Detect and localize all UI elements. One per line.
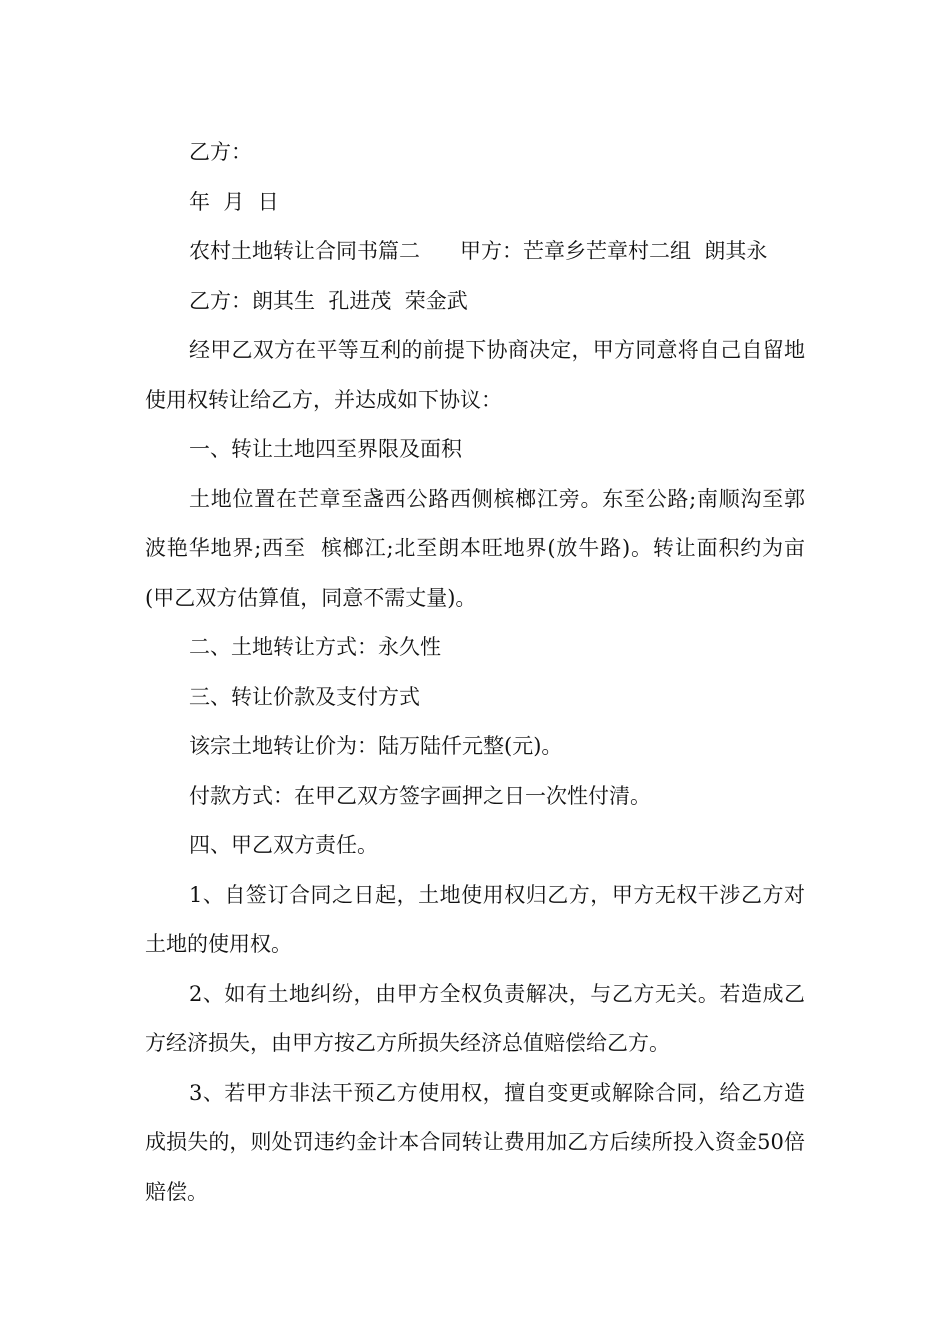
section-2-heading: 二、土地转让方式：永久性 <box>189 635 441 659</box>
contract-title-party-a: 农村土地转让合同书篇二 甲方：芒章乡芒章村二组 朗其永 <box>189 239 768 263</box>
section-3-heading: 三、转让价款及支付方式 <box>189 684 420 709</box>
land-location-paragraph: 土地位置在芒章至盏西公路西侧槟榔江旁。东至公路;南顺沟至郭波艳华地界;西至 槟榔江;北至朗本旺地界(放牛路)。转让面积约为亩(甲乙双方估算值，同意不需丈量)。 <box>145 486 805 610</box>
document-body <box>145 128 805 1217</box>
section-4-heading: 四、甲乙双方责任。 <box>189 833 378 857</box>
payment-method-line: 付款方式：在甲乙双方签字画押之日一次性付清。 <box>189 783 651 808</box>
date-line: 年 月 日 <box>189 189 279 214</box>
clause-2-paragraph: 2、如有土地纠纷，由甲方全权负责解决，与乙方无关。若造成乙方经济损失，由甲方按乙方所损失经济总值赔偿给乙方。 <box>145 981 805 1055</box>
clause-1-paragraph: 1、自签订合同之日起，土地使用权归乙方，甲方无权干涉乙方对土地的使用权。 <box>145 882 805 956</box>
transfer-price-line: 该宗土地转让价为：陆万陆仟元整(元)。 <box>189 734 563 758</box>
preamble-paragraph: 经甲乙双方在平等互利的前提下协商决定，甲方同意将自己自留地使用权转让给乙方，并达成如下协议： <box>145 338 805 412</box>
section-1-heading: 一、转让土地四至界限及面积 <box>189 437 462 461</box>
clause-3-paragraph: 3、若甲方非法干预乙方使用权，擅自变更或解除合同，给乙方造成损失的，则处罚违约金计本合同转让费用加乙方后续所投入资金50倍赔偿。 <box>145 1080 805 1204</box>
party-b-names: 乙方：朗其生 孔进茂 荣金武 <box>189 288 468 313</box>
party-b-label: 乙方： <box>189 140 252 164</box>
